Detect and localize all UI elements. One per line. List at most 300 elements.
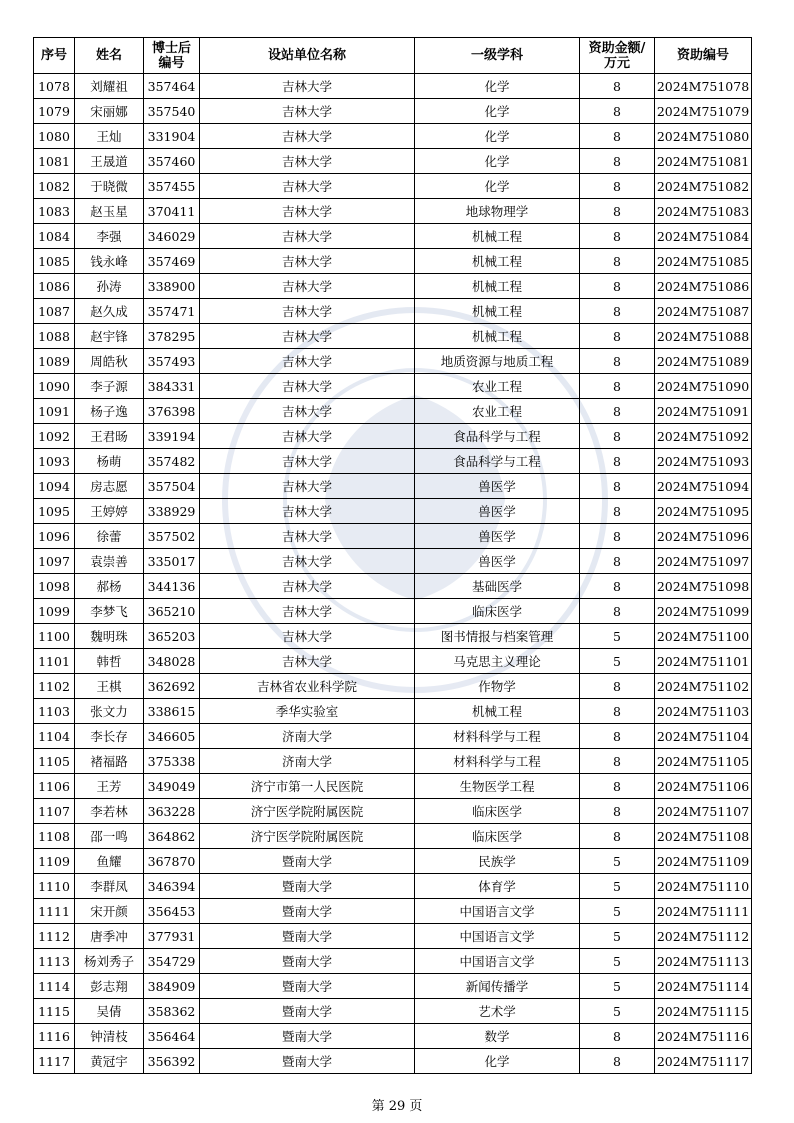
cell-index: 1097 xyxy=(34,549,75,574)
cell-grant-id: 2024M751106 xyxy=(655,774,752,799)
cell-institution: 吉林大学 xyxy=(200,649,415,674)
cell-name: 王芳 xyxy=(75,774,144,799)
cell-name: 赵久成 xyxy=(75,299,144,324)
cell-name: 杨刘秀子 xyxy=(75,949,144,974)
cell-grant-id: 2024M751095 xyxy=(655,499,752,524)
cell-grant-id: 2024M751115 xyxy=(655,999,752,1024)
cell-amount: 8 xyxy=(580,699,655,724)
col-header-grant-id: 资助编号 xyxy=(655,38,752,74)
cell-amount: 8 xyxy=(580,774,655,799)
cell-grant-id: 2024M751078 xyxy=(655,74,752,99)
cell-grant-id: 2024M751096 xyxy=(655,524,752,549)
cell-index: 1084 xyxy=(34,224,75,249)
table-row xyxy=(34,149,752,174)
cell-amount: 8 xyxy=(580,1024,655,1049)
cell-postdoc-id: 357469 xyxy=(144,249,200,274)
col-header-institution: 设站单位名称 xyxy=(200,38,415,74)
cell-amount: 8 xyxy=(580,349,655,374)
cell-name: 孙涛 xyxy=(75,274,144,299)
cell-postdoc-id: 357464 xyxy=(144,74,200,99)
cell-institution: 暨南大学 xyxy=(200,924,415,949)
cell-name: 鱼耀 xyxy=(75,849,144,874)
cell-index: 1094 xyxy=(34,474,75,499)
cell-grant-id: 2024M751079 xyxy=(655,99,752,124)
cell-name: 王晟道 xyxy=(75,149,144,174)
cell-amount: 8 xyxy=(580,324,655,349)
cell-amount: 8 xyxy=(580,574,655,599)
cell-amount: 5 xyxy=(580,624,655,649)
cell-institution: 吉林大学 xyxy=(200,124,415,149)
table-row xyxy=(34,549,752,574)
cell-discipline: 中国语言文学 xyxy=(415,924,580,949)
cell-discipline: 机械工程 xyxy=(415,324,580,349)
cell-name: 褚福路 xyxy=(75,749,144,774)
cell-institution: 吉林大学 xyxy=(200,524,415,549)
table-row xyxy=(34,99,752,124)
cell-index: 1112 xyxy=(34,924,75,949)
cell-name: 王婷婷 xyxy=(75,499,144,524)
cell-grant-id: 2024M751090 xyxy=(655,374,752,399)
col-header-name: 姓名 xyxy=(75,38,144,74)
table-row xyxy=(34,999,752,1024)
cell-discipline: 化学 xyxy=(415,124,580,149)
cell-discipline: 兽医学 xyxy=(415,524,580,549)
cell-discipline: 机械工程 xyxy=(415,274,580,299)
cell-amount: 8 xyxy=(580,824,655,849)
cell-amount: 8 xyxy=(580,474,655,499)
cell-grant-id: 2024M751105 xyxy=(655,749,752,774)
cell-name: 钱永峰 xyxy=(75,249,144,274)
cell-name: 杨子逸 xyxy=(75,399,144,424)
cell-institution: 吉林大学 xyxy=(200,74,415,99)
table-row xyxy=(34,974,752,999)
cell-institution: 暨南大学 xyxy=(200,974,415,999)
cell-institution: 暨南大学 xyxy=(200,899,415,924)
cell-grant-id: 2024M751083 xyxy=(655,199,752,224)
cell-name: 王棋 xyxy=(75,674,144,699)
cell-discipline: 食品科学与工程 xyxy=(415,449,580,474)
cell-postdoc-id: 346605 xyxy=(144,724,200,749)
table-row xyxy=(34,774,752,799)
cell-name: 张文力 xyxy=(75,699,144,724)
table-row xyxy=(34,574,752,599)
cell-postdoc-id: 338929 xyxy=(144,499,200,524)
cell-index: 1089 xyxy=(34,349,75,374)
cell-postdoc-id: 362692 xyxy=(144,674,200,699)
table-row xyxy=(34,874,752,899)
cell-name: 郝杨 xyxy=(75,574,144,599)
cell-postdoc-id: 338615 xyxy=(144,699,200,724)
cell-postdoc-id: 367870 xyxy=(144,849,200,874)
cell-grant-id: 2024M751111 xyxy=(655,899,752,924)
table-row xyxy=(34,224,752,249)
cell-postdoc-id: 358362 xyxy=(144,999,200,1024)
cell-index: 1090 xyxy=(34,374,75,399)
cell-name: 李子源 xyxy=(75,374,144,399)
cell-index: 1096 xyxy=(34,524,75,549)
cell-grant-id: 2024M751080 xyxy=(655,124,752,149)
cell-name: 钟清枝 xyxy=(75,1024,144,1049)
table-row xyxy=(34,524,752,549)
cell-name: 房志愿 xyxy=(75,474,144,499)
cell-postdoc-id: 357471 xyxy=(144,299,200,324)
cell-grant-id: 2024M751088 xyxy=(655,324,752,349)
cell-postdoc-id: 356464 xyxy=(144,1024,200,1049)
cell-grant-id: 2024M751109 xyxy=(655,849,752,874)
table-row xyxy=(34,949,752,974)
col-header-postdoc-id: 博士后 编号 xyxy=(144,38,200,74)
cell-amount: 8 xyxy=(580,499,655,524)
cell-grant-id: 2024M751117 xyxy=(655,1049,752,1074)
table-row xyxy=(34,399,752,424)
cell-postdoc-id: 357504 xyxy=(144,474,200,499)
cell-institution: 暨南大学 xyxy=(200,1024,415,1049)
table-row xyxy=(34,199,752,224)
cell-discipline: 民族学 xyxy=(415,849,580,874)
cell-institution: 济宁医学院附属医院 xyxy=(200,824,415,849)
cell-grant-id: 2024M751093 xyxy=(655,449,752,474)
table-row xyxy=(34,649,752,674)
cell-institution: 吉林大学 xyxy=(200,274,415,299)
cell-institution: 暨南大学 xyxy=(200,874,415,899)
cell-grant-id: 2024M751094 xyxy=(655,474,752,499)
cell-name: 李强 xyxy=(75,224,144,249)
cell-institution: 吉林大学 xyxy=(200,99,415,124)
cell-postdoc-id: 365210 xyxy=(144,599,200,624)
cell-discipline: 机械工程 xyxy=(415,249,580,274)
table-row xyxy=(34,1049,752,1074)
table-row xyxy=(34,474,752,499)
cell-institution: 吉林大学 xyxy=(200,299,415,324)
cell-amount: 8 xyxy=(580,199,655,224)
table-row xyxy=(34,299,752,324)
cell-postdoc-id: 354729 xyxy=(144,949,200,974)
cell-grant-id: 2024M751101 xyxy=(655,649,752,674)
cell-discipline: 兽医学 xyxy=(415,549,580,574)
cell-index: 1104 xyxy=(34,724,75,749)
cell-institution: 吉林大学 xyxy=(200,224,415,249)
cell-discipline: 农业工程 xyxy=(415,399,580,424)
cell-postdoc-id: 356453 xyxy=(144,899,200,924)
cell-amount: 8 xyxy=(580,524,655,549)
cell-index: 1114 xyxy=(34,974,75,999)
cell-postdoc-id: 357493 xyxy=(144,349,200,374)
cell-grant-id: 2024M751099 xyxy=(655,599,752,624)
table-row xyxy=(34,599,752,624)
cell-discipline: 化学 xyxy=(415,149,580,174)
cell-postdoc-id: 349049 xyxy=(144,774,200,799)
cell-index: 1098 xyxy=(34,574,75,599)
cell-name: 袁崇善 xyxy=(75,549,144,574)
cell-postdoc-id: 357482 xyxy=(144,449,200,474)
cell-institution: 吉林省农业科学院 xyxy=(200,674,415,699)
roster-table xyxy=(33,37,752,1074)
cell-name: 邵一鸣 xyxy=(75,824,144,849)
cell-grant-id: 2024M751108 xyxy=(655,824,752,849)
cell-institution: 吉林大学 xyxy=(200,424,415,449)
cell-amount: 5 xyxy=(580,999,655,1024)
col-header-amount: 资助金额/ 万元 xyxy=(580,38,655,74)
cell-postdoc-id: 348028 xyxy=(144,649,200,674)
cell-index: 1092 xyxy=(34,424,75,449)
cell-index: 1091 xyxy=(34,399,75,424)
cell-name: 宋丽娜 xyxy=(75,99,144,124)
cell-amount: 8 xyxy=(580,174,655,199)
cell-discipline: 化学 xyxy=(415,174,580,199)
cell-discipline: 临床医学 xyxy=(415,599,580,624)
cell-amount: 8 xyxy=(580,74,655,99)
cell-amount: 8 xyxy=(580,249,655,274)
cell-name: 魏明珠 xyxy=(75,624,144,649)
cell-name: 韩哲 xyxy=(75,649,144,674)
cell-discipline: 机械工程 xyxy=(415,699,580,724)
cell-amount: 5 xyxy=(580,649,655,674)
cell-index: 1117 xyxy=(34,1049,75,1074)
cell-name: 李梦飞 xyxy=(75,599,144,624)
cell-index: 1115 xyxy=(34,999,75,1024)
cell-grant-id: 2024M751113 xyxy=(655,949,752,974)
cell-institution: 暨南大学 xyxy=(200,1049,415,1074)
cell-postdoc-id: 384909 xyxy=(144,974,200,999)
cell-discipline: 材料科学与工程 xyxy=(415,724,580,749)
cell-discipline: 地球物理学 xyxy=(415,199,580,224)
cell-postdoc-id: 375338 xyxy=(144,749,200,774)
cell-name: 王君旸 xyxy=(75,424,144,449)
cell-discipline: 地质资源与地质工程 xyxy=(415,349,580,374)
cell-institution: 济南大学 xyxy=(200,724,415,749)
cell-amount: 5 xyxy=(580,849,655,874)
cell-amount: 5 xyxy=(580,924,655,949)
cell-index: 1087 xyxy=(34,299,75,324)
table-row xyxy=(34,924,752,949)
table-row xyxy=(34,674,752,699)
cell-index: 1107 xyxy=(34,799,75,824)
cell-grant-id: 2024M751107 xyxy=(655,799,752,824)
cell-grant-id: 2024M751100 xyxy=(655,624,752,649)
cell-discipline: 马克思主义理论 xyxy=(415,649,580,674)
cell-index: 1102 xyxy=(34,674,75,699)
cell-institution: 暨南大学 xyxy=(200,999,415,1024)
cell-discipline: 数学 xyxy=(415,1024,580,1049)
col-header-index: 序号 xyxy=(34,38,75,74)
cell-grant-id: 2024M751085 xyxy=(655,249,752,274)
cell-name: 刘耀祖 xyxy=(75,74,144,99)
cell-institution: 吉林大学 xyxy=(200,324,415,349)
cell-discipline: 中国语言文学 xyxy=(415,899,580,924)
table-row xyxy=(34,824,752,849)
cell-discipline: 化学 xyxy=(415,99,580,124)
cell-discipline: 化学 xyxy=(415,1049,580,1074)
table-row xyxy=(34,624,752,649)
cell-grant-id: 2024M751110 xyxy=(655,874,752,899)
cell-amount: 8 xyxy=(580,149,655,174)
cell-postdoc-id: 357455 xyxy=(144,174,200,199)
cell-postdoc-id: 331904 xyxy=(144,124,200,149)
cell-discipline: 兽医学 xyxy=(415,499,580,524)
table-row xyxy=(34,74,752,99)
cell-index: 1079 xyxy=(34,99,75,124)
cell-index: 1101 xyxy=(34,649,75,674)
cell-institution: 济宁医学院附属医院 xyxy=(200,799,415,824)
cell-postdoc-id: 377931 xyxy=(144,924,200,949)
cell-institution: 济南大学 xyxy=(200,749,415,774)
cell-discipline: 化学 xyxy=(415,74,580,99)
cell-discipline: 中国语言文学 xyxy=(415,949,580,974)
table-row xyxy=(34,374,752,399)
cell-institution: 吉林大学 xyxy=(200,374,415,399)
cell-index: 1083 xyxy=(34,199,75,224)
cell-name: 周皓秋 xyxy=(75,349,144,374)
cell-discipline: 机械工程 xyxy=(415,224,580,249)
cell-index: 1080 xyxy=(34,124,75,149)
cell-amount: 8 xyxy=(580,424,655,449)
table-row xyxy=(34,174,752,199)
table-row xyxy=(34,499,752,524)
cell-postdoc-id: 344136 xyxy=(144,574,200,599)
cell-index: 1088 xyxy=(34,324,75,349)
cell-amount: 8 xyxy=(580,124,655,149)
cell-amount: 8 xyxy=(580,749,655,774)
cell-institution: 吉林大学 xyxy=(200,574,415,599)
cell-grant-id: 2024M751112 xyxy=(655,924,752,949)
cell-discipline: 机械工程 xyxy=(415,299,580,324)
cell-name: 王灿 xyxy=(75,124,144,149)
cell-discipline: 材料科学与工程 xyxy=(415,749,580,774)
cell-institution: 暨南大学 xyxy=(200,949,415,974)
cell-institution: 吉林大学 xyxy=(200,549,415,574)
cell-name: 吴倩 xyxy=(75,999,144,1024)
cell-institution: 吉林大学 xyxy=(200,399,415,424)
cell-grant-id: 2024M751081 xyxy=(655,149,752,174)
cell-amount: 8 xyxy=(580,274,655,299)
cell-index: 1109 xyxy=(34,849,75,874)
cell-postdoc-id: 356392 xyxy=(144,1049,200,1074)
cell-grant-id: 2024M751103 xyxy=(655,699,752,724)
cell-institution: 暨南大学 xyxy=(200,849,415,874)
table-row xyxy=(34,899,752,924)
cell-index: 1081 xyxy=(34,149,75,174)
cell-index: 1086 xyxy=(34,274,75,299)
cell-discipline: 新闻传播学 xyxy=(415,974,580,999)
cell-discipline: 基础医学 xyxy=(415,574,580,599)
cell-name: 李群凤 xyxy=(75,874,144,899)
table-row xyxy=(34,124,752,149)
cell-name: 宋开颜 xyxy=(75,899,144,924)
cell-amount: 8 xyxy=(580,674,655,699)
cell-institution: 吉林大学 xyxy=(200,499,415,524)
table-row xyxy=(34,324,752,349)
cell-name: 彭志翔 xyxy=(75,974,144,999)
cell-postdoc-id: 378295 xyxy=(144,324,200,349)
cell-amount: 8 xyxy=(580,599,655,624)
cell-discipline: 生物医学工程 xyxy=(415,774,580,799)
cell-index: 1116 xyxy=(34,1024,75,1049)
cell-name: 徐蕾 xyxy=(75,524,144,549)
cell-amount: 5 xyxy=(580,899,655,924)
table-row xyxy=(34,274,752,299)
col-header-discipline: 一级学科 xyxy=(415,38,580,74)
cell-postdoc-id: 357460 xyxy=(144,149,200,174)
cell-institution: 吉林大学 xyxy=(200,624,415,649)
table-row xyxy=(34,849,752,874)
cell-amount: 5 xyxy=(580,949,655,974)
cell-discipline: 艺术学 xyxy=(415,999,580,1024)
cell-index: 1095 xyxy=(34,499,75,524)
cell-postdoc-id: 364862 xyxy=(144,824,200,849)
cell-grant-id: 2024M751098 xyxy=(655,574,752,599)
cell-discipline: 图书情报与档案管理 xyxy=(415,624,580,649)
cell-name: 杨萌 xyxy=(75,449,144,474)
cell-postdoc-id: 346394 xyxy=(144,874,200,899)
table-row xyxy=(34,799,752,824)
cell-grant-id: 2024M751097 xyxy=(655,549,752,574)
cell-grant-id: 2024M751092 xyxy=(655,424,752,449)
cell-institution: 季华实验室 xyxy=(200,699,415,724)
cell-index: 1078 xyxy=(34,74,75,99)
cell-name: 唐季冲 xyxy=(75,924,144,949)
page-number: 第 29 页 xyxy=(371,1099,423,1114)
cell-postdoc-id: 370411 xyxy=(144,199,200,224)
cell-institution: 吉林大学 xyxy=(200,599,415,624)
cell-amount: 8 xyxy=(580,449,655,474)
cell-index: 1103 xyxy=(34,699,75,724)
cell-grant-id: 2024M751084 xyxy=(655,224,752,249)
cell-index: 1111 xyxy=(34,899,75,924)
cell-amount: 8 xyxy=(580,299,655,324)
cell-grant-id: 2024M751114 xyxy=(655,974,752,999)
cell-index: 1108 xyxy=(34,824,75,849)
table-row xyxy=(34,449,752,474)
table-row xyxy=(34,724,752,749)
cell-grant-id: 2024M751104 xyxy=(655,724,752,749)
cell-postdoc-id: 376398 xyxy=(144,399,200,424)
cell-postdoc-id: 384331 xyxy=(144,374,200,399)
cell-discipline: 食品科学与工程 xyxy=(415,424,580,449)
cell-postdoc-id: 357540 xyxy=(144,99,200,124)
cell-institution: 吉林大学 xyxy=(200,249,415,274)
table-row xyxy=(34,349,752,374)
table-header-row xyxy=(34,38,752,74)
cell-discipline: 农业工程 xyxy=(415,374,580,399)
cell-postdoc-id: 335017 xyxy=(144,549,200,574)
cell-amount: 5 xyxy=(580,974,655,999)
cell-amount: 8 xyxy=(580,549,655,574)
cell-discipline: 体育学 xyxy=(415,874,580,899)
cell-postdoc-id: 363228 xyxy=(144,799,200,824)
cell-grant-id: 2024M751091 xyxy=(655,399,752,424)
cell-grant-id: 2024M751082 xyxy=(655,174,752,199)
cell-institution: 吉林大学 xyxy=(200,449,415,474)
cell-institution: 吉林大学 xyxy=(200,474,415,499)
cell-amount: 8 xyxy=(580,374,655,399)
cell-index: 1085 xyxy=(34,249,75,274)
cell-postdoc-id: 365203 xyxy=(144,624,200,649)
cell-discipline: 临床医学 xyxy=(415,799,580,824)
cell-index: 1113 xyxy=(34,949,75,974)
cell-postdoc-id: 357502 xyxy=(144,524,200,549)
cell-index: 1100 xyxy=(34,624,75,649)
cell-grant-id: 2024M751102 xyxy=(655,674,752,699)
cell-amount: 8 xyxy=(580,224,655,249)
cell-discipline: 兽医学 xyxy=(415,474,580,499)
table-row xyxy=(34,424,752,449)
table-row xyxy=(34,699,752,724)
cell-name: 赵宇锋 xyxy=(75,324,144,349)
cell-amount: 8 xyxy=(580,724,655,749)
cell-name: 李若林 xyxy=(75,799,144,824)
cell-name: 李长存 xyxy=(75,724,144,749)
cell-institution: 吉林大学 xyxy=(200,149,415,174)
